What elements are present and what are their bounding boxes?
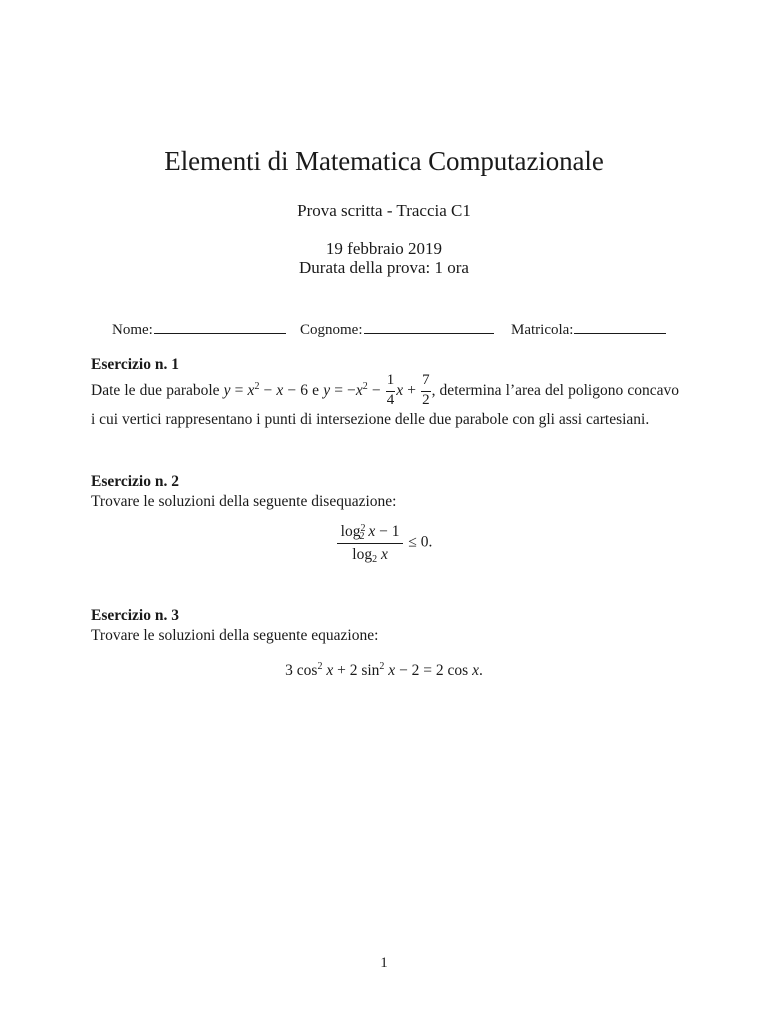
exam-subtitle: Prova scritta - Traccia C1: [297, 201, 471, 220]
name-blank-line[interactable]: [154, 317, 286, 334]
exercise-1-text-after: , determina l’area del poligono concavo i cui vertici rappresentano i punti di intersezione delle due parabole con gli assi cartesiani.: [91, 382, 679, 428]
name-label: Nome:: [112, 322, 153, 338]
page-title: Elementi di Matematica Computazionale: [164, 146, 604, 176]
exercise-3-equation: 3 $\cos^2 x + 2$ $\sin^2 x - 2 = 2$ cos x.: [285, 661, 483, 679]
student-id-blank-line[interactable]: [574, 317, 666, 334]
exercise-2-heading: Esercizio n. 2: [91, 473, 179, 490]
exam-date: 19 febbraio 2019: [325, 239, 443, 258]
exercise-1-text: Date le due parabole $y = x^2 - x - 6$ e $y = -x^2$ − $\frac{1}{4}$ x + $\frac{7}{2}$ , determina l’area del poligono concavo i cui vertici rappresentano i punti di intersezione delle due parabole con gli assi cartesiani.: [91, 372, 679, 428]
exercise-1-heading: Esercizio n. 1: [91, 356, 179, 373]
surname-blank-line[interactable]: [364, 317, 494, 334]
student-info-fields: [0, 317, 768, 339]
log-fraction: $\frac{\log^2_2 x - 1}{\log_2 x}$: [337, 524, 404, 562]
page-number: 1: [380, 955, 388, 971]
fraction-one-quarter: $\frac{1}{4}$: [386, 372, 395, 408]
exercise-1-text-mid: e: [312, 382, 320, 400]
exam-duration: Durata della prova: 1 ora: [299, 258, 469, 277]
exercise-1-text-before: Date le due parabole: [91, 382, 220, 400]
student-id-label: Matricola:: [511, 322, 574, 338]
surname-field[interactable]: [300, 317, 494, 339]
exercise-2-inequality: [0, 523, 768, 565]
exercise-1-parabola-1: y: [223, 382, 231, 400]
inequality-tail: ≤ 0.: [408, 533, 433, 551]
name-field[interactable]: [112, 317, 286, 339]
exercise-3-text: Trovare le soluzioni della seguente equazione:: [91, 627, 379, 644]
student-id-field[interactable]: [511, 317, 666, 339]
exercise-1-parabola-2: y: [323, 382, 331, 400]
surname-label: Cognome:: [300, 322, 363, 338]
fraction-seven-halves: $\frac{7}{2}$: [422, 372, 430, 408]
exercise-3-heading: Esercizio n. 3: [91, 607, 179, 624]
exercise-2-text: Trovare le soluzioni della seguente disequazione:: [91, 493, 397, 510]
